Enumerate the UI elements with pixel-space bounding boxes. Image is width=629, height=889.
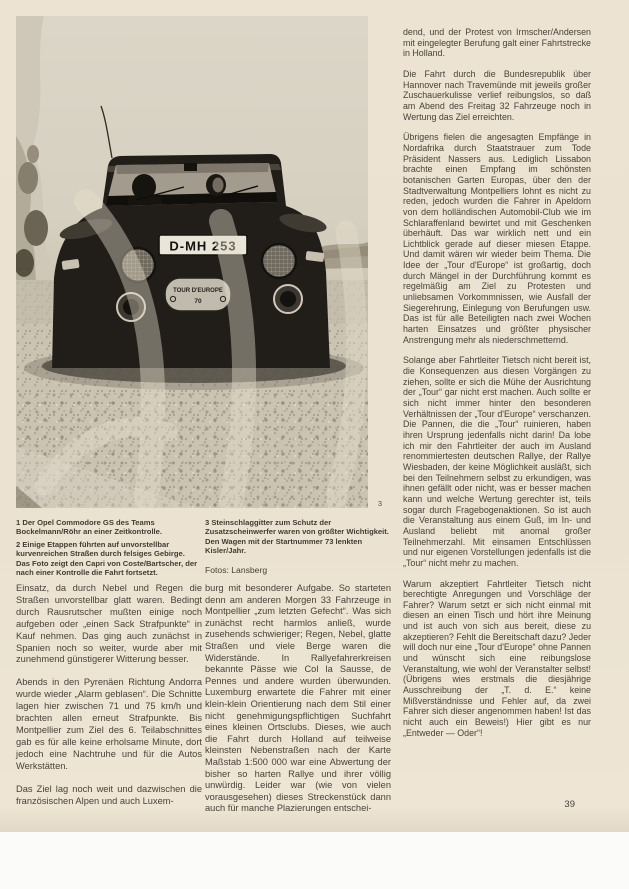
- photo-index-label: 3: [377, 499, 382, 508]
- page-number: 39: [564, 799, 575, 810]
- rearview-mirror: [184, 163, 197, 171]
- article-paragraph: Das Ziel lag noch weit und dazwischen die französischen Alpen und auch Luxem-: [16, 783, 202, 806]
- article-paragraph: Abends in den Pyrenäen Richtung Andorra wurde wieder „Alarm geblasen“. Die Schnitte lagen hier zwischen 71 und 75 km/h und brachten allen erneut Strafpunkte. Bis Montpellier zum Ziel des 6. Teilabschnittes gab es für alle keine erholsame Minute, dort jedoch eine Nachtruhe und für die Autos Werkstätten.: [16, 677, 202, 771]
- rally-badge-title: TOUR D'EUROPE: [173, 288, 223, 294]
- photo-caption-3: 3 Steinschlaggitter zum Schutz der Zusatzscheinwerfer waren von größter Wichtigkeit. Den Wagen mit der Startnummer 73 lenkten Kisler/Jahr.: [205, 518, 389, 555]
- rally-badge-year: 70: [194, 298, 202, 305]
- article-paragraph: Einsatz, da durch Nebel und Regen die Straßen unvorstellbar glatt waren. Bedingt durch Rausrutscher mußten einige noch aufgeben oder „einen Sack Strafpunkte“ in Kauf nehmen. Das ging auch zunächst in Spanien noch so weiter, wurde aber mit zunehmend günstigerer Witterung besser.: [16, 583, 202, 665]
- license-plate-text: D-MH 253: [169, 238, 237, 254]
- mesh-lamp-right: [262, 244, 296, 278]
- photo-caption-1: 1 Der Opel Commodore GS des Teams Bockelmann/Röhr an einer Zeitkontrolle.: [16, 518, 162, 537]
- article-paragraph: Übrigens fielen die angesagten Empfänge in Nordafrika durch Staatstrauer zum Tode Präsident Nassers aus. Lediglich Lissabon brachte einen Empfang im schönsten botanischen Garten Europas, über den der Stadtverwaltung Montpelliers lohnt es nicht zu reden, jedoch wurden die Fahrer in Apeldorn von dem holländischen Automobil-Club wie im Schlaraffenland bewirtet und mit Geschenken überhäuft. Das war wirklich nett und ein Lichtblick gerade auf dieser miesen Etappe. Und damit wären wir wieder beim Thema. Die Idee der „Tour d'Europe“ ist großartig, doch durch Mängel in der Durchführung kommt es regelmäßig am Ziel zu Protesten und unliebsamen Vorkommnissen, wie Ausfall der Siegerehrung, Einlegung von Berufungen usw. Das ist für alle Beteiligten nach zwei Wochen harten Einsatzes und größter physischer Anstrengung mehr als niederschmetternd.: [403, 132, 591, 345]
- article-column-middle: [205, 583, 391, 826]
- article-paragraph: Solange aber Fahrtleiter Tietsch nicht bereit ist, die Konsequenzen aus diesen Vorgängen zu ziehen, sollte er sich die Mühe der Ausrichtung der „Tour“ gar nicht erst machen. Auch sollte er sich nicht immer hinter den besonderen Verhältnissen der „Tour d'Europe“ verschanzen. Die Pannen, die die „Tour“ ruinieren, haben ihren Ursprung jedenfalls nicht darin! Da lobe ich mir den Fahrtleiter der auch im Ausland renommiertesten deutschen Rallye, der Rallye Wiesbaden, der keine Möglichkeit ausläßt, sich bei den Teilnehmern selbst zu erkundigen, was ihnen gefällt oder nicht, was er besser machen kann und welche Wertung gerechter ist, teils sogar durch Fragebogenaktionen. So ist auch die Veranstaltung aus einem Guß, im In- und Ausland beliebt mit anomal großer Teilnehmerzahl. Mit einsamen Entschlüssen und nur eigenen Vorstellungen jedenfalls ist die „Tour“ nicht mehr zu machen.: [403, 355, 591, 568]
- article-paragraph: Warum akzeptiert Fahrtleiter Tietsch nicht berechtigte Anregungen und Vorschläge der Fahrer? Warum setzt er sich nicht einmal mit diesen an einen Tisch und hört ihre Meinung und ist auch von sich aus bereit, diese zu akzeptieren? Fehlt die Bereitschaft dazu? Jeder will doch nur eine „Tour d'Europe“ ohne Pannen und wünscht sich eine reibungslose Veranstaltung, wie wohl der Veranstalter selbst! (Übrigens wies erstmals die diesjährige Ausschreibung der „T. d. E.“ keine Mißverständnisse und Fehler auf, da zwei Fahrer sich dieser angenommen haben! Ist das nicht auch ein Beweis!) Hier gibt es nur „Entweder — Oder“!: [403, 578, 591, 738]
- photo-caption-2: 2 Einige Etappen führten auf unvorstellbar kurvenreichen Straßen durch felsiges Gebirge. Das Foto zeigt den Capri von Coste/Bartscher, der nach einer Kontrolle die Fahrt fortsetzt.: [16, 540, 198, 577]
- article-paragraph: dend, und der Protest von Irmscher/Andersen mit eingelegter Berufung galt einer Fahrtstrecke in Holland.: [403, 27, 591, 59]
- article-column-right: [403, 27, 591, 748]
- article-column-left: [16, 583, 202, 818]
- scanner-background: [0, 832, 629, 889]
- article-paragraph: Die Fahrt durch die Bundesrepublik über Hannover nach Travemünde mit jeweils großer Zuschauerkulisse verlief reibungslos, so daß am Abend des Freitag 32 Fahrzeuge noch in Wertung das Ziel erreichten.: [403, 68, 591, 122]
- article-paragraph: burg mit besonderer Aufgabe. So starteten denn am anderen Morgen 33 Fahrzeuge in Montpellier „zum letzten Gefecht“. Was sich zunächst recht harmlos anließ, wurde zusehends schwieriger; Regen, Nebel, glatte Straßen und viele Berge waren die Widerstände. In Rallyefahrerkreisen bekannte Pässe wie Col la Sausse, de Pennes und andere wurden überwunden. Luxemburg erwartete die Fahrer mit einer klein-klein Orientierung nach dem Stil einer nicht genehmigungspflichtigen Suchfahrt eines kleinen Ortsclubs. Dieses, wie auch die Fahrt durch Holland auf teilweise kleinsten Nebenstraßen nach der Karte Maßstab 1:500 000 war eine Abwertung der bisher so harten Rallye und ihrer völlig unwürdig. Leider war (wie von vielen vorausgesehen) dieses Streckenstück dann auch für manche Plazierungen entschei-: [205, 583, 391, 814]
- rally-car-photo: [16, 16, 368, 508]
- photo-credit: Fotos: Lansberg: [205, 565, 268, 575]
- rally-badge: [165, 278, 231, 311]
